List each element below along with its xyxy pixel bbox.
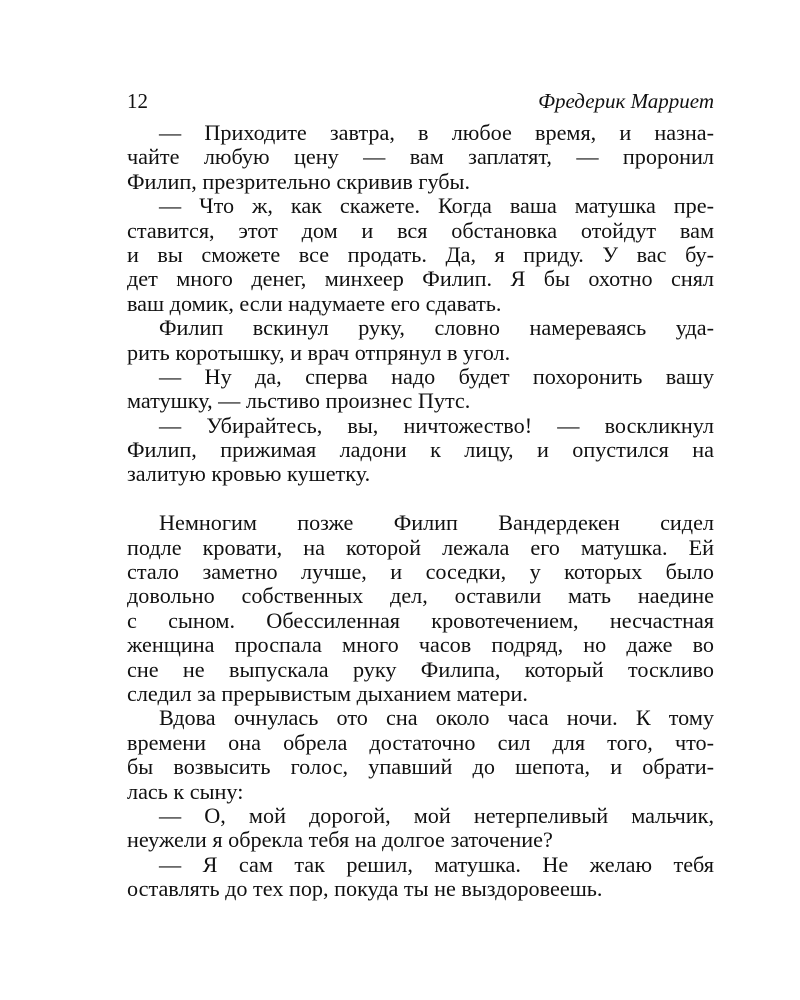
- text-line: лась к сыну:: [127, 778, 244, 804]
- text-line: залитую кровью кушетку.: [127, 461, 371, 487]
- body-text: [127, 121, 714, 902]
- section-break: [127, 487, 714, 511]
- text-line: довольно собственных дел, оставили мать наедине: [127, 583, 714, 609]
- text-line: с сыном. Обессиленная кровотечением, несчастная: [127, 607, 714, 633]
- page-header: [127, 88, 714, 114]
- text-line: — О, мой дорогой, мой нетерпеливый мальчик,: [159, 802, 714, 828]
- text-line: чайте любую цену — вам заплатят, — проронил: [127, 144, 714, 170]
- text-line: и вы сможете все продать. Да, я приду. У вас бу-: [127, 241, 714, 267]
- text-line: ваш домик, если надумаете его сдавать.: [127, 290, 502, 316]
- text-line: дет много денег, минхеер Филип. Я бы охотно снял: [127, 266, 714, 292]
- text-line: Вдова очнулась ото сна около часа ночи. К тому: [159, 705, 714, 731]
- text-line: Филип, прижимая ладони к лицу, и опустился на: [127, 437, 714, 463]
- text-line: подле кровати, на которой лежала его матушка. Ей: [127, 534, 714, 560]
- text-line: — Что ж, как скажете. Когда ваша матушка пре-: [159, 193, 714, 219]
- text-line: — Убирайтесь, вы, ничтожество! — воскликнул: [159, 412, 714, 438]
- page-number: 12: [127, 89, 148, 113]
- running-head-author: Фредерик Марриет: [538, 89, 714, 113]
- text-line: сне не выпускала руку Филипа, который тоскливо: [127, 656, 714, 682]
- text-line: бы возвысить голос, упавший до шепота, и обрати-: [127, 754, 714, 780]
- text-line: Филип, презрительно скривив губы.: [127, 168, 470, 194]
- text-line: — Я сам так решил, матушка. Не желаю тебя: [159, 851, 714, 877]
- text-line: времени она обрела достаточно сил для того, что-: [127, 729, 714, 755]
- text-line: оставлять до тех пор, покуда ты не выздоровеешь.: [127, 876, 603, 902]
- text-line: стало заметно лучше, и соседки, у которых было: [127, 559, 714, 585]
- text-line: — Ну да, сперва надо будет похоронить вашу: [159, 363, 714, 389]
- text-line: Немногим позже Филип Вандердекен сидел: [159, 510, 714, 536]
- text-line: рить коротышку, и врач отпрянул в угол.: [127, 339, 511, 365]
- text-line: — Приходите завтра, в любое время, и назна-: [159, 120, 714, 145]
- text-line: женщина проспала много часов подряд, но даже во: [127, 632, 714, 658]
- text-line: ставится, этот дом и вся обстановка отойдут вам: [127, 217, 714, 243]
- text-line: Филип вскинул руку, словно намереваясь уда-: [159, 315, 714, 341]
- text-line: следил за прерывистым дыханием матери.: [127, 680, 528, 706]
- text-line: неужели я обрекла тебя на долгое заточение?: [127, 827, 553, 853]
- text-line: матушку, — льстиво произнес Путс.: [127, 388, 471, 414]
